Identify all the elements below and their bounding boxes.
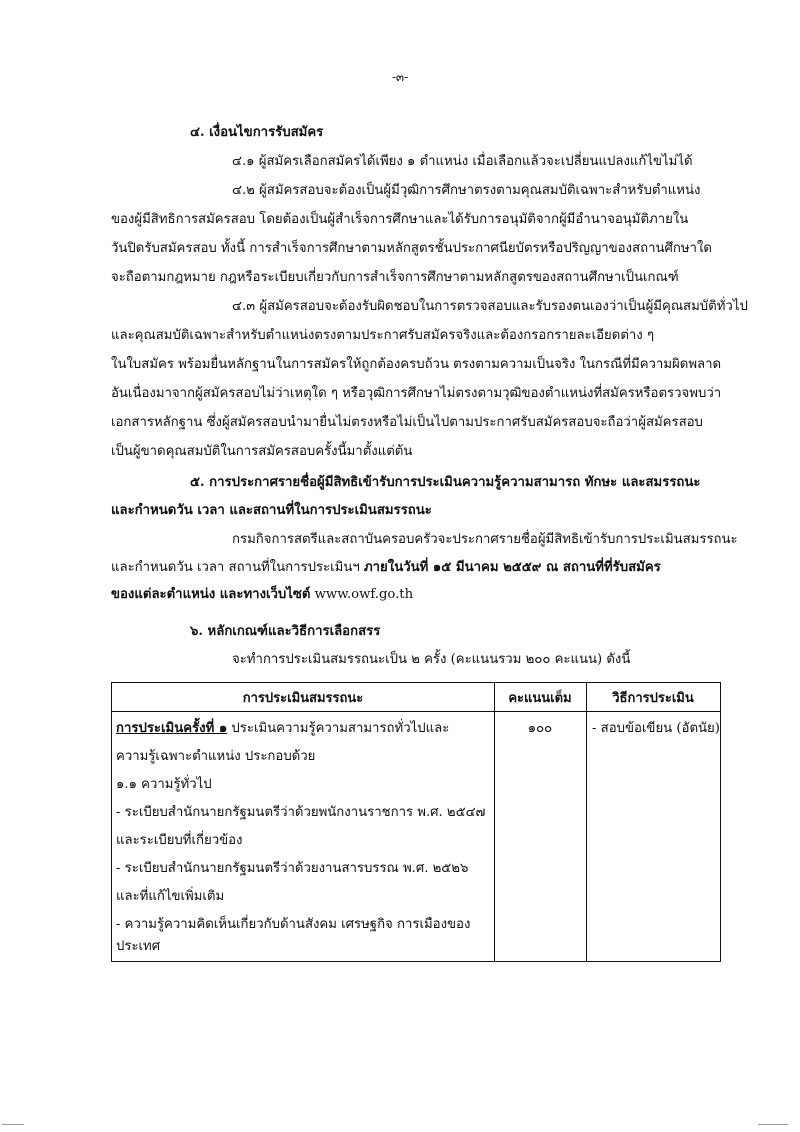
section-5-body-text: และกำหนดวัน เวลา สถานที่ในการประเมินฯ [111,560,364,575]
table-header-divider [112,711,720,712]
website-url: www.owf.go.th [310,587,414,602]
row-1-line: ๑.๑ ความรู้ทั่วไป [116,777,212,792]
assessment-table [111,682,721,962]
row-1-line: และที่แก้ไขเพิ่มเติม [116,889,225,904]
header-assessment: การประเมินสมรรถนะ [242,691,364,706]
round-1-title-rest: ประเมินความรู้ความสามารถทั่วไปและ [227,721,450,736]
row-1-line: - ความรู้ความคิดเห็นเกี่ยวกับด้านสังคม เศรษฐกิจ การเมืองของ [116,917,471,932]
section-4-line: เป็นผู้ขาดคุณสมบัติในการสมัครสอบครั้งนี้มาตั้งแต่ต้น [111,444,413,459]
section-4-line: จะถือตามกฎหมาย กฎหรือระเบียบเกี่ยวกับการสำเร็จการศึกษาตามหลักสูตรของสถานศึกษาเป็นเกณฑ์ [111,270,679,285]
scan-mark [758,1124,788,1125]
section-4-line: ของผู้มีสิทธิการสมัครสอบ โดยต้องเป็นผู้สำเร็จการศึกษาและได้รับการอนุมัติจากผู้มีอำนาจอนุมัติภายใน [111,212,689,227]
row-1-line: - ระเบียบสำนักนายกรัฐมนตรีว่าด้วยพนักงานราชการ พ.ศ. ๒๕๔๗ [116,805,486,820]
section-4-line: ในใบสมัคร พร้อมยื่นหลักฐานในการสมัครให้ถูกต้องครบถ้วน ตรงตามความเป็นจริง ในกรณีที่มีความผิดพลาด [111,357,722,372]
row-1-line: ความรู้เฉพาะตำแหน่ง ประกอบด้วย [116,749,316,764]
section-5-heading-cont: และกำหนดวัน เวลา และสถานที่ในการประเมินสมรรถนะ [111,503,432,518]
section-5-location-text: ของแต่ละตำแหน่ง และทางเว็บไซต์ [111,587,311,602]
section-5-body-line2 [111,561,661,574]
section-5-date-text: ภายในวันที่ ๑๕ มีนาคม ๒๕๕๙ ณ สถานที่ที่รับสมัคร [363,560,661,575]
section-5-heading: ๕. การประกาศรายชื่อผู้มีสิทธิเข้ารับการประเมินความรู้ความสามารถ ทักษะ และสมรรถนะ [190,475,701,490]
round-1-label: การประเมินครั้งที่ ๑ [116,721,228,736]
section-4-heading: ๔. เงื่อนไขการรับสมัคร [190,125,324,140]
header-method: วิธีการประเมิน [612,691,694,706]
page-number: -๓- [391,70,409,84]
section-6-heading: ๖. หลักเกณฑ์และวิธีการเลือกสรร [190,624,381,639]
section-4-line: วันปิดรับสมัครสอบ ทั้งนี้ การสำเร็จการศึกษาตามหลักสูตรชั้นประกาศนียบัตรหรือปริญญาของสถานศึกษาใด [111,241,712,256]
header-full-score: คะแนนเต็ม [508,691,572,706]
section-5-body: กรมกิจการสตรีและสถาบันครอบครัวจะประกาศรายชื่อผู้มีสิทธิเข้ารับการประเมินสมรรถนะ [232,532,738,547]
section-4-line: เอกสารหลักฐาน ซึ่งผู้สมัครสอบนำมายื่นไม่ตรงหรือไม่เป็นไปตามประกาศรับสมัครสอบจะถือว่าผู้สมัครสอบ [111,415,703,430]
section-6-intro: จะทำการประเมินสมรรถนะเป็น ๒ ครั้ง (คะแนนรวม ๒๐๐ คะแนน) ดังนี้ [232,652,631,667]
row-1-line: - ระเบียบสำนักนายกรัฐมนตรีว่าด้วยงานสารบรรณ พ.ศ. ๒๕๒๖ [116,861,469,876]
section-5-body-line3 [111,588,413,601]
row-1-score: ๑๐๐ [527,721,553,736]
row-1-title [116,722,449,735]
section-4-line: ๔.๒ ผู้สมัครสอบจะต้องเป็นผู้มีวุฒิการศึกษาตรงตามคุณสมบัติเฉพาะสำหรับตำแหน่ง [232,183,701,198]
section-4-line: ๔.๑ ผู้สมัครเลือกสมัครได้เพียง ๑ ตำแหน่ง เมื่อเลือกแล้วจะเปลี่ยนแปลงแก้ไขไม่ได้ [232,154,693,169]
table-divider [586,683,587,961]
row-1-method: - สอบข้อเขียน (อัตนัย) [592,721,720,736]
section-4-line: ๔.๓ ผู้สมัครสอบจะต้องรับผิดชอบในการตรวจสอบและรับรองตนเองว่าเป็นผู้มีคุณสมบัติทั่วไป [232,299,748,314]
section-4-line: และคุณสมบัติเฉพาะสำหรับตำแหน่งตรงตามประกาศรับสมัครจริงและต้องกรอกรายละเอียดต่าง ๆ [111,328,655,343]
row-1-line: ประเทศ [116,939,161,954]
row-1-line: และระเบียบที่เกี่ยวข้อง [116,833,243,848]
scan-mark [2,1124,24,1125]
section-4-line: อันเนื่องมาจากผู้สมัครสอบไม่ว่าเหตุใด ๆ หรือวุฒิการศึกษาไม่ตรงตามวุฒิของตำแหน่งที่สมัครหรือตรวจพบว่า [111,386,722,401]
